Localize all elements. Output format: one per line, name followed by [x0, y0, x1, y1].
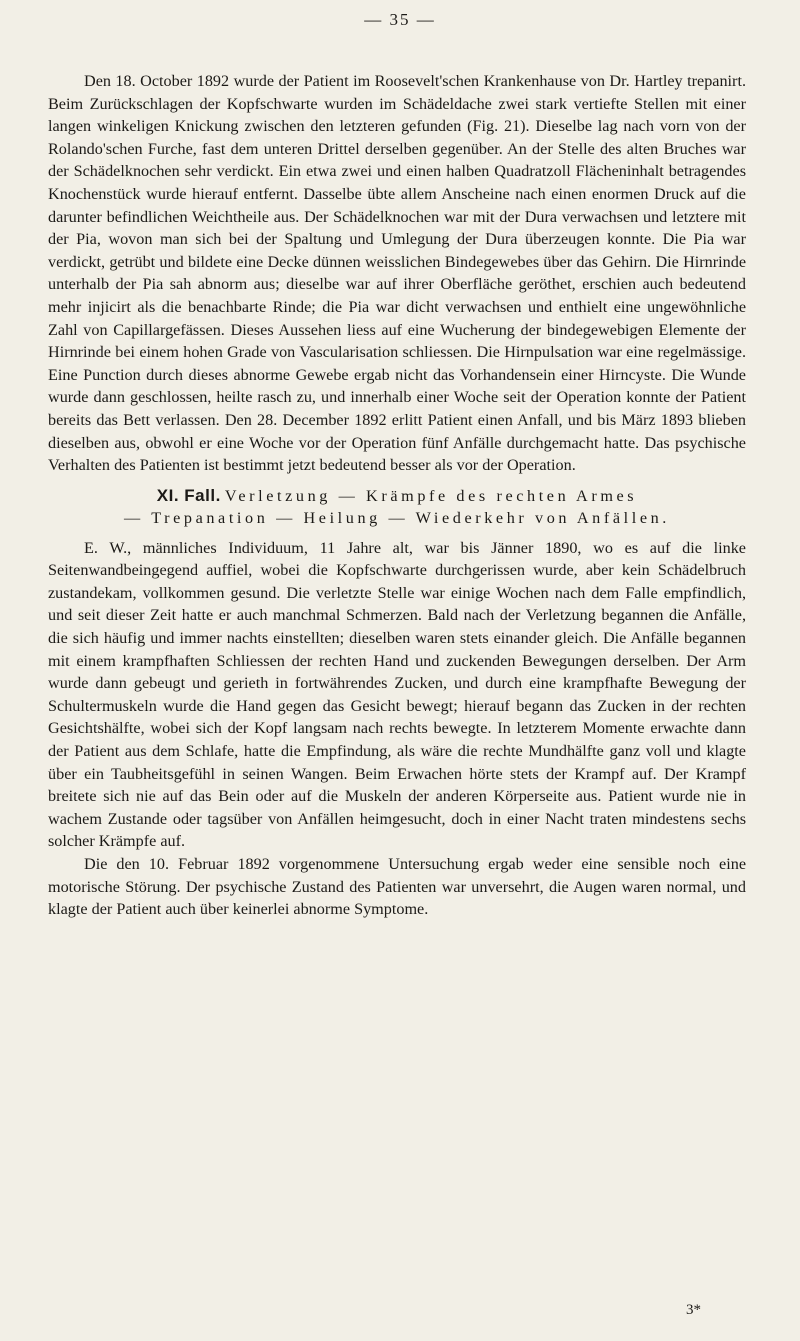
body-text — [48, 70, 746, 921]
paragraph-case-xi-examination: Die den 10. Februar 1892 vorgenommene Untersuchung ergab weder eine sensible noch eine motorische Störung. Der psychische Zustand des Patienten war unversehrt, die Augen waren normal, und klagte der Patient auch über keinerlei abnorme Symptome. — [48, 855, 746, 919]
case-title-part-1: Verletzung — Krämpfe des rechten Armes — [224, 486, 638, 505]
case-number: XI. Fall. — [156, 485, 221, 505]
case-heading — [48, 485, 746, 529]
case-heading-line-2: — Trepanation — Heilung — Wiederkehr von Anfällen. — [124, 508, 670, 527]
paragraph-case-x-conclusion: Den 18. October 1892 wurde der Patient im Roosevelt'schen Krankenhause von Dr. Hartley trepanirt. Beim Zurückschlagen der Kopfschwarte wurden im Schädeldache zwei stark vertiefte Stellen mit einer langen winkeligen Knickung zwischen den letzteren gefunden (Fig. 21). Dieselbe lag nach vorn von der Rolando'schen Furche, fast dem unteren Drittel derselben gegenüber. An der Stelle des alten Bruches war der Schädelknochen sehr verdickt. Ein etwa zwei und einen halben Quadratzoll Flächeninhalt betragendes Knochenstück wurde hierauf entfernt. Dasselbe übte allem Anscheine nach einen enormen Druck auf die darunter befindlichen Weichtheile aus. Der Schädelknochen war mit der Dura verwachsen und letztere mit der Pia, wovon man sich bei der Spaltung und Umlegung der Dura überzeugen konnte. Die Pia war verdickt, getrübt und bildete eine Decke dünnen weisslichen Bindegewebes über das Gehirn. Die Hirnrinde unterhalb der Pia sah abnorm aus; dieselbe war auf ihrer Oberfläche geröthet, erschien auch bedeutend mehr injicirt als die benachbarte Rinde; die Pia war dicht verwachsen und enthielt eine ungewöhnliche Zahl von Capillargefässen. Dieses Aussehen liess auf eine Wucherung der bindegewebigen Elemente der Hirnrinde bei einem hohen Grade von Vascularisation schliessen. Die Hirnpulsation war eine regelmässige. Eine Punction durch dieses abnorme Gewebe ergab nicht das Vorhandensein einer Hirncyste. Die Wunde wurde dann geschlossen, heilte rasch zu, und innerhalb einer Woche seit der Operation konnte der Patient bereits das Bett verlassen. Den 28. December 1892 erlitt Patient einen Anfall, und bis März 1893 blieben dieselben aus, obwohl er eine Woche vor der Operation fünf Anfälle durchgemacht hatte. Das psychische Verhalten des Patienten ist bestimmt jetzt bedeutend besser als vor der Operation. — [48, 72, 746, 475]
signature-mark: 3* — [686, 1302, 701, 1318]
paragraph-case-xi-history: E. W., männliches Individuum, 11 Jahre alt, war bis Jänner 1890, wo es auf die linke Seitenwandbeingegend auffiel, wobei die Kopfschwarte durchgerissen wurde, aber kein Schädelbruch zustandekam, vollkommen gesund. Die verletzte Stelle war einige Wochen nach dem Falle empfindlich, und seit dieser Zeit hatte er auch manchmal Schmerzen. Bald nach der Verletzung begannen die Anfälle, die sich häufig und immer nachts einstellten; dieselben waren stets einander gleich. Die Anfälle begannen mit einem krampfhaften Schliessen der rechten Hand und zuckenden Bewegungen derselben. Der Arm wurde dann gebeugt und gerieth in fortwährendes Zucken, und durch eine krampfhafte Bewegung der Schultermuskeln wurde die Hand gegen das Gesicht bewegt; hierauf begann das Zucken in der rechten Gesichtshälfte, wobei sich der Kopf langsam nach rechts bewegte. In letzterem Momente erwachte dann der Patient aus dem Schlafe, hatte die Empfindung, als wäre die rechte Mundhälfte ganz voll und klagte über ein Taubheitsgefühl in seinen Wangen. Beim Erwachen hörte stets der Krampf auf. Der Krampf breitete sich nie auf das Bein oder auf die Muskeln der anderen Körperseite aus. Patient wurde nie in wachem Zustande oder tagsüber von Anfällen heimgesucht, doch in einer Nacht traten mindestens sechs solcher Krämpfe auf. — [48, 538, 746, 851]
page-number: — 35 — — [364, 10, 436, 29]
case-heading-line-1 — [48, 485, 746, 507]
